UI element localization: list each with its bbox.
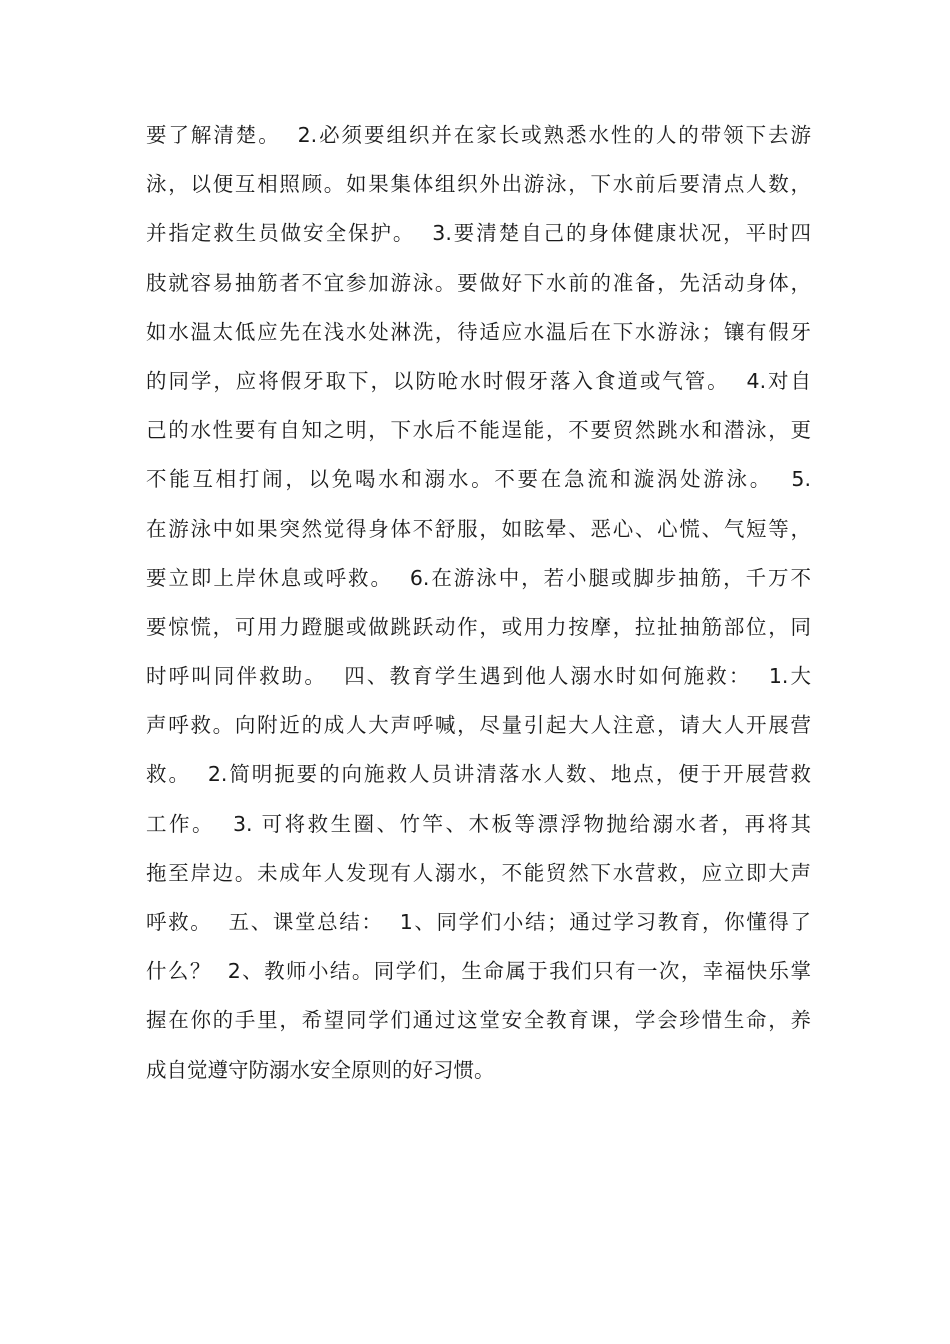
text-line: 什么？ 2、教师小结。同学们，生命属于我们只有一次，幸福快乐掌 xyxy=(146,959,811,984)
text-line: 的同学，应将假牙取下，以防呛水时假牙落入食道或气管。 4.对自 xyxy=(146,368,811,393)
text-line: 时呼叫同伴救助。 四、教育学生遇到他人溺水时如何施救： 1.大 xyxy=(146,664,811,689)
text-line: 己的水性要有自知之明，下水后不能逞能，不要贸然跳水和潜泳，更 xyxy=(146,418,811,443)
text-line: 肢就容易抽筋者不宜参加游泳。要做好下水前的准备，先活动身体， xyxy=(146,270,811,295)
text-line: 并指定救生员做安全保护。 3.要清楚自己的身体健康状况，平时四 xyxy=(146,221,811,246)
text-line: 声呼救。向附近的成人大声呼喊，尽量引起大人注意，请大人开展营 xyxy=(146,713,811,738)
body-text xyxy=(146,111,811,1095)
text-line: 工作。 3. 可将救生圈、竹竿、木板等漂浮物抛给溺水者，再将其 xyxy=(146,811,811,836)
text-line: 握在你的手里，希望同学们通过这堂安全教育课，学会珍惜生命，养 xyxy=(146,1008,811,1033)
text-line: 如水温太低应先在浅水处淋洗，待适应水温后在下水游泳；镶有假牙 xyxy=(146,319,811,344)
text-line: 呼救。 五、课堂总结： 1、同学们小结；通过学习教育，你懂得了 xyxy=(146,910,811,934)
text-line: 要惊慌，可用力蹬腿或做跳跃动作，或用力按摩，拉扯抽筋部位，同 xyxy=(146,614,811,639)
text-line: 成自觉遵守防溺水安全原则的好习惯。 xyxy=(146,1057,495,1082)
text-line: 要立即上岸休息或呼救。 6.在游泳中，若小腿或脚步抽筋，千万不 xyxy=(146,565,811,590)
text-line: 要了解清楚。 2.必须要组织并在家长或熟悉水性的人的带领下去游 xyxy=(146,123,811,147)
text-line: 在游泳中如果突然觉得身体不舒服，如眩晕、恶心、心慌、气短等， xyxy=(146,516,811,541)
text-line: 泳，以便互相照顾。如果集体组织外出游泳，下水前后要清点人数， xyxy=(146,172,811,197)
text-line: 拖至岸边。未成年人发现有人溺水，不能贸然下水营救，应立即大声 xyxy=(146,860,811,885)
text-line: 不能互相打闹，以免喝水和溺水。不要在急流和漩涡处游泳。 5. xyxy=(146,467,811,492)
text-line: 救。 2.简明扼要的向施救人员讲清落水人数、地点，便于开展营救 xyxy=(146,762,811,787)
